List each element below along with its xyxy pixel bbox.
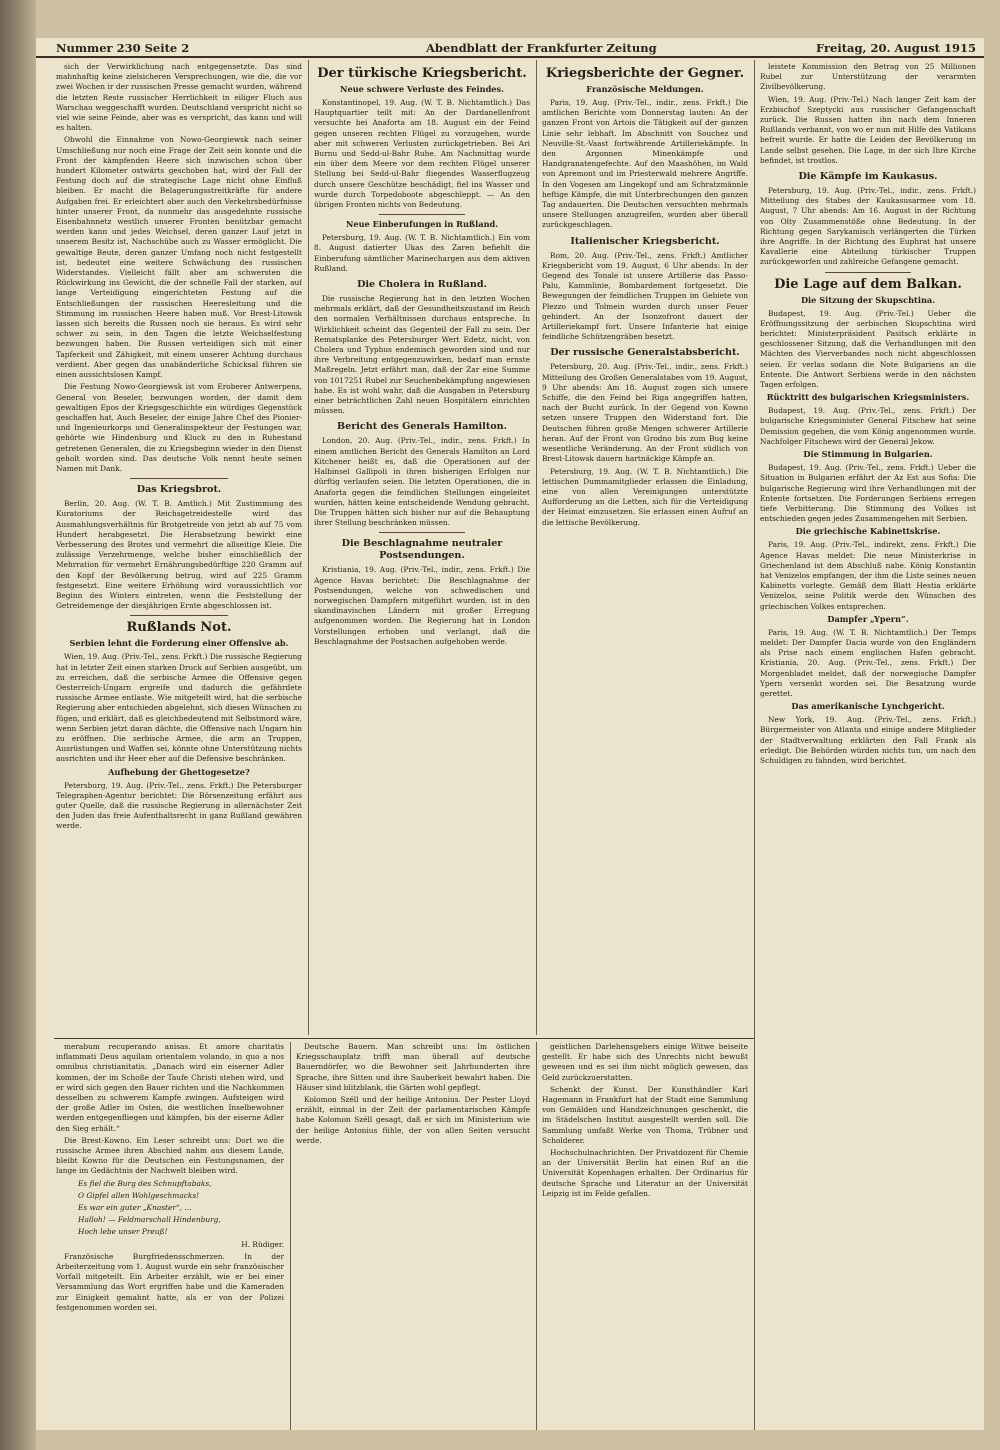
headline-italienisch: Italienischer Kriegsbericht.	[570, 235, 720, 247]
subheadline-verluste: Neue schwere Verluste des Feindes.	[340, 84, 504, 94]
headline-russlands-not: Rußlands Not.	[126, 620, 232, 636]
author-signature: H. Rüdiger.	[241, 1239, 284, 1249]
article-text: London, 20. Aug. (Priv.-Tel., indir., zens. Frkft.) In einem amtlichen Bericht des Generals Hamilton an Lord Kitchener heißt es, daß die Operationen auf der Halbinsel Gallipoli in ihren bisherigen Erfolgen nur dürftig verlaufen seien. Die letzten Operationen, die in Anaforta gegen die feindlichen Stellungen eingeleitet wurden, hätten keine entscheidende Wendung gebracht. Die Truppen hätten sich bisher nur auf die Behauptung ihrer Stellung beschränken müssen.	[314, 436, 530, 528]
feuilleton-text: Französische Burgfriedensschmerzen. In der Arbeiterzeitung vom 1. August wurde ein sehr französischer Vorfall mitgeteilt. Ein Arbeiter erzählt, wie er bei einer Versammlung das Wort ergriffen habe und die Kameraden zur Einigkeit gemahnt hatte, als er von der Polizei festgenommen worden sei.	[56, 1251, 284, 1312]
page-number: Nummer 230 Seite 2	[56, 41, 190, 55]
article-text: Konstantinopel, 19. Aug. (W. T. B. Nichtamtlich.) Das Hauptquartier teilt mit: An der Dardanellenfront versuchte bei Anaforta am 18. August ein der Feind gegen unseren rechten Flügel zu vorzugehen, wurde aber mit schweren Verlusten zurückgetrieben. Bei Ari Burnu und Sedd-ul-Bahr Ruhe. Am Nachmittag wurde ein über dem Meere vor dem rechten Flügel unserer Stellung bei Sedd-ul-Bahr fliegendes Wasserflugzeug durch unsere Geschütze beschädigt, fiel ins Wasser und wurde durch Torpedoboote abgeschleppt. — An den übrigen Fronten nichts von Bedeutung.	[314, 98, 530, 210]
headline-tuerkischer-bericht: Der türkische Kriegsbericht.	[317, 66, 527, 81]
masthead-line	[36, 38, 984, 58]
article-text: Petersburg, 19. Aug. (Priv.-Tel., zens. Frkft.) Die Petersburger Telegraphen-Agentur berichtet: Die Börsenzeitung erfährt aus guter Quelle, daß die russische Regierung in allernächster Zeit den Juden das freie Aufenthaltsrecht in ganz Rußland gewähren werde.	[56, 780, 302, 831]
feuilleton-text: Die Brest-Kowno. Ein Leser schreibt uns: Dort wo die russische Armee ihren Abschied nahm aus diesem Lande, bleibt Kowno für die Deutschen ein Festungsnamen, der lange im Gedächtnis der Nachwelt bleiben wird.	[56, 1135, 284, 1176]
article-text: New York, 19. Aug. (Priv.-Tel., zens. Frkft.) Bürgermeister von Atlanta und einige andere Mitglieder der Stadtverwaltung erklärten den Fall Frank als erledigt. Die Behörden würden nichts tun, um nach den Schuldigen zu fahnden, wird berichtet.	[760, 715, 976, 765]
headline-hamilton: Bericht des Generals Hamilton.	[337, 421, 507, 433]
issue-date: Freitag, 20. August 1915	[815, 41, 976, 55]
column-1	[56, 62, 302, 1034]
article-text: Budapest, 19. Aug. (Priv.-Tel., zens. Frkft.) Ueber die Situation in Bulgarien erfährt der Az Est aus Sofia: Die bulgarische Regierung wird ihre Verhandlungen mit der Entente fortsetzen. Die Forderungen Serbiens erregen tiefe Verbitterung. Die Stimmung des Volkes ist entschieden gegen jedes Zusammengehen mit Serbien.	[760, 463, 976, 524]
feuilleton-column-2	[296, 1042, 530, 1428]
divider	[130, 478, 228, 479]
headline-dampfer-ypern: Dampfer „Ypern“.	[827, 613, 909, 624]
subheadline-serbien: Serbien lehnt die Forderung einer Offensive ab.	[69, 638, 289, 649]
newspaper-title: Abendblatt der Frankfurter Zeitung	[426, 41, 657, 55]
headline-kriegsberichte-gegner: Kriegsberichte der Gegner.	[545, 66, 745, 81]
column-3	[542, 62, 748, 1034]
headline-generalstab: Der russische Generalstabsbericht.	[550, 347, 740, 359]
headline-ruecktritt: Rücktritt des bulgarischen Kriegsministers.	[766, 392, 970, 403]
article-text: Kristiania, 19. Aug. (Priv.-Tel., indir., zens. Frkft.) Die Agence Havas berichtet: Die Beschlagnahme der Postsendungen, welche von schwedischen und norwegischen Dampfern mitgeführt wurden, ist in den skandinavischen Ländern mit großer Erregung aufgenommen worden. Die Regierung hat in London Vorstellungen erhoben und verlangt, daß die Beschlagnahme der Postsachen aufgehoben werde.	[314, 565, 530, 646]
article-text: Paris, 19. Aug. (Priv.-Tel., indirekt, zens. Frkft.) Die Agence Havas meldet: Die neue Ministerkrise in Griechenland ist dem Abschluß nahe. König Konstantin hat Venizelos empfangen, der ihm die Liste seines neuen Kabinetts vorlegte. Gemäß dem Blatt Hestia erklärte Venizelos, seine Politik werde den Wünschen des griechischen Volkes entsprechen.	[760, 540, 976, 611]
article-text: Die Festung Nowo-Georgiewsk ist vom Eroberer Antwerpens, General von Beseler, bezwungen worden, der damit dem gewaltigen Epos der Kriegsgeschichte ein würdiges Gegenstück geschaffen hat. Auch Beseler, der einige Jahre Chef des Pionier- und Ingenieurkorps und Generalinspekteur der Festungen war, gehörte wie Hindenburg und Kluck zu den in Ruhestand getretenen Generalen, die zu Kriegsbeginn wieder in den Dienst geholt worden sind. Das deutsche Volk nennt heute seinen Namen mit Dank.	[56, 382, 302, 473]
column-rule-1	[308, 60, 309, 1035]
feuilleton-text: Schenkt der Kunst. Der Kunsthändler Karl Hagemann in Frankfurt hat der Stadt eine Sammlung von Gemälden und Handzeichnungen geschenkt, die im Städelschen Institut ausgestellt werden soll. Die Sammlung umfaßt Werke von Thoma, Trübner und Scholderer.	[542, 1084, 748, 1145]
subheadline-ghetto: Aufhebung der Ghettogesetze?	[108, 766, 250, 777]
headline-griechische-krise: Die griechische Kabinettskrise.	[795, 526, 941, 537]
feuilleton-divider	[54, 1038, 754, 1039]
headline-balkan: Die Lage auf dem Balkan.	[774, 276, 962, 292]
headline-lynchgericht: Das amerikanische Lynchgericht.	[791, 701, 945, 712]
article-text: Petersburg, 19. Aug. (W. T. B. Nichtamtlich.) Die lettischen Dummamitglieder erlassen die Einladung, eine von allen Vereinigungen unterstützte Aufforderung an die Letten, sich für die Verteidigung der Heimat einzusetzen. Sie erlassen einen Aufruf an die lettische Bevölkerung.	[542, 466, 748, 527]
column-4	[760, 62, 976, 1424]
article-text: Wien, 19. Aug. (Priv.-Tel.) Nach langer Zeit kam der Erzbischof Szeptycki aus russischer Gefangenschaft zurück. Die Russen hatten ihn nach dem Inneren Rußlands verbannt, von wo er nun mit Hilfe des Vatikans befreit wurde. Er hatte die Leiden der Bevölkerung im Lande selbst gesehen. Die Lage, in der sich Ihre Kirche befindet, ist trostlos.	[760, 94, 976, 165]
headline-einberufungen: Neue Einberufungen in Rußland.	[345, 219, 499, 230]
article-text: Petersburg, 19. Aug. (Priv.-Tel., indir., zens. Frkft.) Mitteilung des Stabes der Kaukasusarmee vom 18. August, 7 Uhr abends: Am 16. August in der Richtung von Olty Zusammenstöße ohne Bedeutung. In der Richtung gegen Sarykamisch verlängerten die Türken ihre Angriffe. In der Richtung des Euphrat hat unsere Kavallerie eine Abteilung türkischer Truppen zurückgeworfen und zahlreiche Gefangene gemacht.	[760, 186, 976, 267]
verse-line: O Gipfel allen Wohlgeschmacks!	[78, 1190, 200, 1200]
article-text: Budapest, 19. Aug. (Priv.-Tel.) Ueber die Eröffnungssitzung der serbischen Skupschtina wird berichtet: Ministerpräsident Pasitsch erklärte in geschlossener Sitzung, daß die Verhandlungen mit den Mächten des Vierverbandes noch nicht abgeschlossen seien. Er verlas sodann die Note Bulgariens an die Entente. Die Antwort Serbiens werde in den nächsten Tagen erfolgen.	[760, 308, 976, 390]
article-text: Paris, 19. Aug. (Priv.-Tel., indir., zens. Frkft.) Die amtlichen Berichte vom Donnerstag lauten: An der ganzen Front von Artois die Tätigkeit auf der ganzen Linie sehr lebhaft. Im Abschnitt von Souchez und Neuville-St.-Vaast fortwährende Artilleriekämpfe. In den Argonnen Minenkämpfe und Handgranatengefechte. Auf den Maashöhen, im Wald von Apremont und im Priesterwald mehrere Angriffe. In den Vogesen am Lingekopf und am Schratzmännle heftige Kämpfe, die mit Unterbrechungen den ganzen Tag andauerten. Die Deutschen versuchten mehrmals unsere Stellungen anzugreifen, wurden aber überall zurückgeschlagen.	[542, 98, 748, 230]
subheadline-franzoesisch: Französische Meldungen.	[586, 84, 704, 94]
verse-line: Es fiel die Burg des Schnupftabaks,	[78, 1178, 212, 1188]
feuilleton-rule-1	[290, 1042, 291, 1430]
article-text: Wien, 19. Aug. (Priv.-Tel., zens. Frkft.) Die russische Regierung hat in letzter Zeit einen starken Druck auf Serbien ausgeübt, um zu erreichen, daß die serbische Armee die Offensive gegen Oesterreich-Ungarn ergreife und dadurch die gefährdete russische Armee entlaste. Wie mitgeteilt wird, hat die serbische Regierung aber entschieden abgelehnt, sich diesen Wünschen zu fügen, und erklärt, daß es gleichbedeutend mit Selbstmord wäre, wenn Serbien jetzt daran dächte, die Offensive nach Ungarn hin zu eröffnen. Die serbische Armee, die arm an Truppen, Ausrüstungen und Waffen sei, könnte ohne Unterstützung nichts ausrichten und ihr Heer eher auf die Defensive beschränken.	[56, 652, 302, 764]
verse-line: Es war ein guter „Knaster“, ...	[78, 1203, 192, 1213]
column-rule-3	[754, 60, 755, 1430]
headline-stimmung-bulgarien: Die Stimmung in Bulgarien.	[803, 449, 933, 460]
verse-line: Halloh! — Feldmarschall Hindenburg,	[78, 1215, 221, 1225]
feuilleton-text: Kolomon Széll und der heilige Antonius. Der Pester Lloyd erzählt, einmal in der Zeit der parlamentarischen Kämpfe habe Kolomon Széll gesagt, daß er sich im Ministerium wie der heilige Antonius fühle, der von allen Seiten versucht werde.	[296, 1095, 530, 1145]
article-text: Obwohl die Einnahme von Nowo-Georgiewsk nach seiner Umschließung nur noch eine Frage der Zeit sein konnte und die Front der kämpfenden Heere sich inzwischen schon über hundert Kilometer ostwärts geschoben hat, wird der Fall der Festung doch auf die strategische Lage nicht ohne Einfluß bleiben. Er macht die Belagerungsstreitkräfte für andere Aufgaben frei. Er erleichtert aber auch den Verkehrsbedürfnisse hinter unserer Front, da nunmehr das ausgedehnte russische Eisenbahnnetz westlich unserer Fronten benützbar gemacht werden kann und jedes Weichsel, deren ganzer Lauf jetzt in unserem Besitz ist, Nachschübe auch zu Wasser ermöglicht. Die gewaltige Beute, deren ganzer Umfang noch nicht festgestellt ist, bedeutet eine weitere Schwächung des russischen Widerstandes. Vielleicht fällt aber am schwersten die Rückwirkung ins Gewicht, die der schnelle Fall der starken, auf lange Verteidigung eingerichteten Festung auf die Entschließungen der russischen Heeresleitung und die Stimmung im russischen Heere haben muß. Vor Brest-Litowsk lassen sich bereits die Russen noch sie heraus. Es wird sehr schwer zu sein, in den Tagen die letzte Weichselfestung bezwungen haben. Die Russen verteidigen sich mit einer Tapferkeit und Zähigkeit, mit einem unserer Achtung durchaus verdient. Aber gegen das unabänderliche Schicksal führen sie einen aussichtslosen Kampf.	[56, 135, 302, 380]
headline-postsendungen: Die Beschlagnahme neutraler Postsendungen.	[341, 538, 503, 562]
article-text: leistete Kommission den Betrag von 25 Millionen Rubel zur Unterstützung der verarmten Zivilbevölkerung.	[760, 62, 976, 92]
headline-kaukasus: Die Kämpfe im Kaukasus.	[798, 171, 938, 183]
article-text: Petersburg, 20. Aug. (Priv.-Tel., indir., zens. Frkft.) Mitteilung des Großen Generalstabes vom 19. August, 9 Uhr abends: Am 18. August zogen sich unsere Schiffe, die den Feind bei Riga angegriffen hatten, nach der Bucht zurück. In der Gegend von Kowno setzen unsere Truppen den Widerstand fort. Die Deutschen führen große Mengen schwerer Artillerie heran. Auf der Front von Grodno bis zum Bug keine wesentliche Veränderung. An der Front südlich von Brest-Litowsk dauern hartnäckige Kämpfe an.	[542, 362, 748, 464]
article-text: Petersburg, 19. Aug. (W. T. B. Nichtamtlich.) Ein vom 8. August datierter Ukas des Zaren befiehlt die Einberufung sämtlicher Marinechargen aus dem aktiven Rußland.	[314, 233, 530, 273]
feuilleton-text: merabum recuperando anisas. Et amore charitatis inflammati Deus aquilam orientalem volando, in quo a nos omnibus christianitatis. „Danach wird ein eiserner Adler kommen, der im Schoße der Taufe Christi stehen wird, und er wird sich gegen den Bauer richten und die Nachkommen desselben zu schwerem Kampfe zwingen. Aufsteigen wird der große Adler im Osten, die westlichen Inselbewohner werden entgegenfliegen und kämpfen, bis der eiserne Adler den Sieg erhält.“	[56, 1042, 284, 1133]
feuilleton-column-3	[542, 1042, 748, 1428]
article-text: Budapest, 19. Aug. (Priv.-Tel., zens. Frkft.) Der bulgarische Kriegsminister General Fitschew hat seine Demission gegeben, die vom König angenommen wurde. Nachfolger Fitschews wird der General Jekow.	[760, 406, 976, 446]
article-text: sich der Verwirklichung nach entgegensetzte. Das sind mahnhaftig keine zielsicheren Versprechungen, wie die, die vor zwei Wochen ir der russischen Presse gemacht wurden, während die letzten Reste russischer Herrlichkeit in eiliger Fluch aus Warschau weggeschafft wurden. Deutschland verspricht nicht so viel wie seine Feinde, aber was es verspricht, das kann und will es halten.	[56, 62, 302, 133]
divider	[825, 272, 911, 273]
headline-cholera: Die Cholera in Rußland.	[357, 279, 487, 291]
article-text: Berlin, 20. Aug. (W. T. B. Amtlich.) Mit Zustimmung des Kuratoriums der Reichsgetreidestelle wird das Ausmahlungsverhältnis für Brotgetreide von jetzt ab auf 75 vom Hundert herabgesetzt. Die Herabsetzung bewirkt eine Verbesserung des Brotes und vermehrt die allseitige Kleie. Die zulässige Verzehrmenge, welche bisher einschließlich der Mehrration für vermehrt Ernährungsbedürftige 220 Gramm auf den Kopf der Bevölkerung betrug, wird auf 225 Gramm festgesetzt. Eine weitere Erhöhung wird voraussichtlich vor Beginn des Winters eintreten, wenn die Feststellung der Getreidemenge der diesjährigen Ernte abgeschlossen ist.	[56, 499, 302, 611]
feuilleton-text: Deutsche Bauern. Man schreibt uns: Im östlichen Kriegsschauplatz trifft man überall auf deutsche Bauerndörfer, wo die Bewohner seit Jahrhunderten ihre Sprache, ihre Sitten und ihre Sauberkeit bewahrt haben. Die Häuser sind blitzblank, die Gärten wohl gepflegt.	[296, 1042, 530, 1092]
feuilleton-text: Hochschulnachrichten. Der Privatdozent für Chemie an der Universität Berlin hat einen Ruf an die Universität Kopenhagen erhalten. Der Ordinarius für deutsche Sprache und Literatur an der Universität Leipzig ist im Felde gefallen.	[542, 1148, 748, 1198]
feuilleton-column-1	[56, 1042, 284, 1428]
subheadline-skupschtina: Die Sitzung der Skupschtina.	[800, 294, 936, 305]
divider	[379, 532, 465, 533]
newspaper-page	[36, 38, 984, 1430]
article-text: Paris, 19. Aug. (W. T. B. Nichtamtlich.) Der Temps meldet: Der Dampfer Dacia wurde von den Engländern als Prise nach einem englischen Hafen gebracht. Kristiania, 20. Aug. (Priv.-Tel., zens. Frkft.) Der Morgenbladet meldet, daß der norwegische Dampfer Ypern versenkt worden sei. Die Besatzung wurde gerettet.	[760, 627, 976, 698]
article-text: Rom, 20. Aug. (Priv.-Tel., zens. Frkft.) Amtlicher Kriegsbericht vom 19. August, 6 Uhr abends: In der Gegend des Tonale ist unsere Artillerie das Passo-Palu, Kammlinie, Bombardement fortgesetzt. Die Bewegungen der feindlichen Truppen im Gebiete von Plezzo und Tolmein wurden durch unser Feuer gehindert. An der Isonzofront dauert der Artilleriekampf fort. Unsere Infanterie hat einige feindliche Schützengräben besetzt.	[542, 250, 748, 342]
feuilleton-text: geistlichen Darlehensgebers einige Witwe beiseite gestellt. Er habe sich des Unrechts nicht bewußt gewesen und es sei ihm nicht möglich gewesen, das Geld zurückzuerstatten.	[542, 1042, 748, 1082]
verse-line: Hoch lebe unser Preuß!	[78, 1227, 168, 1237]
feuilleton-rule-2	[536, 1042, 537, 1430]
divider	[130, 615, 228, 616]
divider	[379, 214, 465, 215]
article-text: Die russische Regierung hat in den letzten Wochen mehrmals erklärt, daß der Gesundheitszustand im Reich den normalen Verhältnissen durchaus entspreche. In Wirklichkeit scheint das Gegenteil der Fall zu sein. Der Rematsplanke des Petersburger Wert Edetz, nicht, von Cholera und Typhus endemisch geworden sind und nur ihre Verbreitung entgegenzuwirken, bedarf man ernste Maßregeln. Jetzt erfährt man, daß der Zar eine Summe von 1017251 Rubel zur Seuchenbekämpfung angewiesen habe. Es ist wohl wahr, daß die Ausgaben in Petersburg einer beträchtlichen Zahl neuen Hospitälern einrichten müssen.	[314, 294, 530, 416]
book-binding-edge	[0, 0, 36, 1450]
headline-kriegsbrot: Das Kriegsbrot.	[136, 484, 222, 496]
column-2	[314, 62, 530, 1034]
column-rule-2	[536, 60, 537, 1035]
